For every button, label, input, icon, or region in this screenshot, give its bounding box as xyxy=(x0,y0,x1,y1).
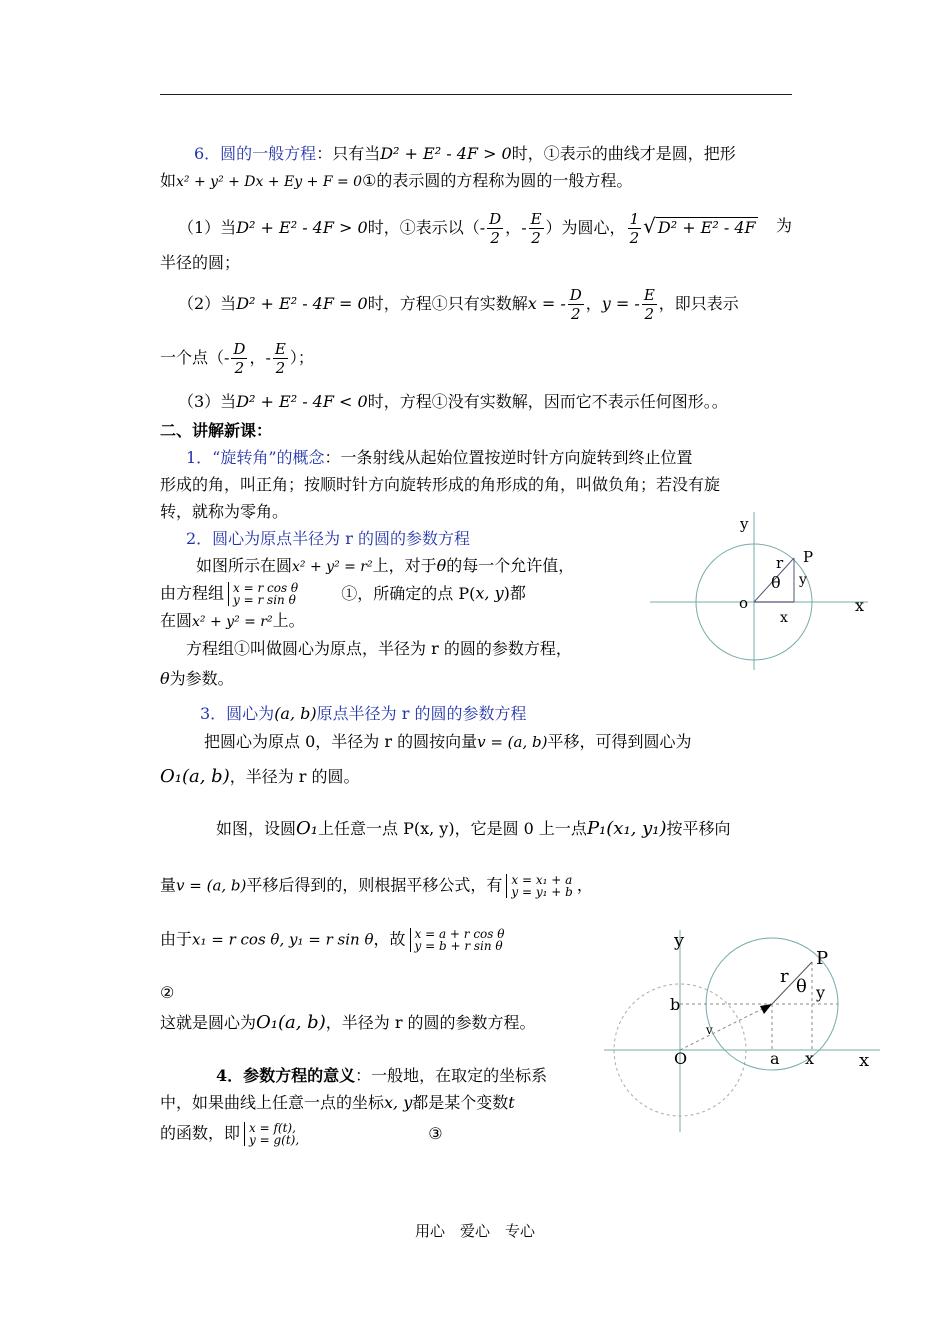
p3-line6: 这就是圆心为O₁(a, b)，半径为 r 的圆的参数方程。 xyxy=(160,1012,536,1033)
s6-text4: ①的表示圆的方程称为圆的一般方程。 xyxy=(362,171,633,190)
p2-line5: θ为参数。 xyxy=(160,669,234,688)
p1-label: 1．“旋转角”的概念 xyxy=(186,448,325,467)
c3-pre: （3）当 xyxy=(178,392,237,411)
p4-line1: 4．参数方程的意义：一般地，在取定的坐标系 xyxy=(216,1066,548,1085)
fig1-origin: o xyxy=(739,594,749,612)
fig1-p: P xyxy=(803,548,814,566)
eq-number-3: ③ xyxy=(428,1123,443,1143)
s6-text: ：只有当 xyxy=(316,144,381,163)
p2-line3: 在圆x² + y² = r²上。 xyxy=(160,611,305,630)
c1-line1: （1）当D² + E² - 4F > 0时，①表示以（- $\frac{D}{2}$ ，- $\frac{E}{2}$ ）为圆心， $\frac{1}{2}$ √ D² + E² - 4F 为 xyxy=(178,206,758,248)
fig2-p: P xyxy=(816,948,829,969)
figure-shifted-circle xyxy=(600,922,890,1142)
neg-sign: - xyxy=(265,348,271,367)
p4-system: x = f(t), y = g(t), xyxy=(244,1122,299,1146)
c2-text3: 一个点（ xyxy=(160,348,225,367)
fig1-r: r xyxy=(776,554,784,572)
c3-cond: D² + E² - 4F < 0 xyxy=(236,392,368,411)
c3-text: 时，方程①没有实数解，因而它不表示任何图形。。 xyxy=(367,392,728,411)
frac-d2: $\frac{D}{2}$ xyxy=(569,286,582,323)
p3-line1: 把圆心为原点 0，半径为 r 的圆按向量v = (a, b)平移，可得到圆心为 xyxy=(204,732,692,751)
fig2-b: b xyxy=(670,995,681,1014)
footer: 用心 爱心 专心 xyxy=(414,1222,535,1240)
c2-pre: （2）当 xyxy=(178,294,237,313)
c1-text: 时，①表示以（ xyxy=(367,218,480,237)
p2-label: 2．圆心为原点半径为 r 的圆的参数方程 xyxy=(186,529,471,548)
s6-text2: 时，①表示的曲线才是圆，把形 xyxy=(511,144,736,163)
fig2-origin: O xyxy=(674,1049,688,1068)
p1-line1 xyxy=(186,447,693,469)
p3-system-b: x = a + r cos θ y = b + r sin θ xyxy=(410,928,505,952)
neg-sign: - xyxy=(521,218,527,237)
p3-system-a: x = x₁ + a y = y₁ + b xyxy=(506,874,572,898)
fig2-y: y xyxy=(816,983,826,1002)
p3-line2: O₁(a, b)，半径为 r 的圆。 xyxy=(160,766,360,787)
theta: θ xyxy=(436,556,447,575)
frac-e2: $\frac{E}{2}$ xyxy=(643,286,655,323)
s6-eq: x² + y² + Dx + Ey + F = 0 xyxy=(176,174,363,190)
frac-half: $\frac{1}{2}$ xyxy=(629,210,640,247)
p4-line2: 中，如果曲线上任意一点的坐标x, y都是某个变数t xyxy=(160,1093,515,1112)
c2-text4: ）； xyxy=(289,348,314,367)
figure-unit-circle xyxy=(650,512,870,672)
p2-eq: x² + y² = r² xyxy=(292,559,373,575)
section-title: 二、讲解新课： xyxy=(160,421,273,440)
c1-line2: 半径的圆； xyxy=(160,253,241,272)
s6-line2 xyxy=(160,170,632,193)
c1-pre: （1）当 xyxy=(178,218,237,237)
p2-line2: 由方程组 x = r cos θ y = r sin θ ①，所确定的点 P(x, y)都 xyxy=(160,581,526,607)
c2-line1 xyxy=(178,284,739,324)
p1-line2: 形成的角，叫正角；按顺时针方向旋转形成的角形成的角，叫做负角；若没有旋 xyxy=(160,475,721,494)
fig2-r: r xyxy=(780,966,789,987)
fig1-theta: θ xyxy=(771,573,781,592)
fig1-x-axis-label: x xyxy=(855,596,865,615)
c2-y: y = - xyxy=(601,294,640,313)
neg-sign: - xyxy=(224,348,230,367)
c1-text3: 为 xyxy=(776,216,793,235)
frac-d2: $\frac{D}{2}$ xyxy=(233,340,246,377)
s6-cond: D² + E² - 4F > 0 xyxy=(380,144,512,163)
comma: ， xyxy=(585,294,602,313)
fig1-y: y xyxy=(799,572,807,588)
c1-cond: D² + E² - 4F > 0 xyxy=(236,218,368,237)
header-rule xyxy=(160,94,792,95)
fig2-y-axis-label: y xyxy=(674,930,685,951)
p2-line4: 方程组①叫做圆心为原点，半径为 r 的圆的参数方程， xyxy=(186,639,572,658)
p3-line3: 如图，设圆O₁上任意一点 P(x, y)，它是圆 0 上一点P₁(x₁, y₁)按平移向 xyxy=(216,818,731,839)
neg-sign: - xyxy=(479,218,486,237)
c2-text: 时，方程①只有实数解 xyxy=(367,294,528,313)
c2-line2 xyxy=(160,338,314,378)
fig2-theta: θ xyxy=(796,976,807,997)
frac-e2: $\frac{E}{2}$ xyxy=(274,340,286,377)
p1-line3: 转，就称为零角。 xyxy=(160,502,289,521)
p3-line4: 量v = (a, b)平移后得到的，则根据平移公式，有 x = x₁ + a y = y₁ + b ， xyxy=(160,873,593,899)
c2-cond: D² + E² - 4F = 0 xyxy=(236,294,368,313)
s6-text3: 如 xyxy=(160,171,177,190)
c2-x: x = - xyxy=(527,294,566,313)
p3-label: 3．圆心为(a, b)原点半径为 r 的圆的参数方程 xyxy=(200,704,527,723)
s6-line1 xyxy=(194,143,736,165)
fig2-a: a xyxy=(770,1049,780,1068)
c3-line xyxy=(178,391,728,413)
frac-e2: $\frac{E}{2}$ xyxy=(530,210,542,247)
comma: ， xyxy=(249,348,266,367)
p4-line3: 的函数，即 x = f(t), y = g(t), ③ xyxy=(160,1121,443,1147)
fig2-v: v xyxy=(706,1023,713,1037)
c2-text2: ，即只表示 xyxy=(658,294,739,313)
p1-text: ：一条射线从起始位置按逆时针方向旋转到终止位置 xyxy=(324,448,693,467)
fig2-x-axis-label: x xyxy=(859,1050,870,1071)
p2-system: x = r cos θ y = r sin θ xyxy=(228,582,298,606)
c1-radicand: D² + E² - 4F xyxy=(657,218,756,237)
fig2-x: x xyxy=(805,1049,815,1068)
s6-label: 6．圆的一般方程 xyxy=(194,144,317,163)
p3-line5: 由于x₁ = r cos θ, y₁ = r sin θ，故 x = a + r cos θ y = b + r sin θ xyxy=(160,927,505,953)
eq-number-2: ② xyxy=(160,983,175,1002)
fig1-y-axis-label: y xyxy=(740,515,749,533)
fig1-x: x xyxy=(780,610,788,626)
comma: ， xyxy=(505,218,522,237)
frac-d2: $\frac{D}{2}$ xyxy=(489,210,502,247)
p2-line1: 如图所示在圆x² + y² = r²上，对于θ的每一个允许值， xyxy=(196,556,575,575)
c1-text2: ）为圆心， xyxy=(545,218,626,237)
